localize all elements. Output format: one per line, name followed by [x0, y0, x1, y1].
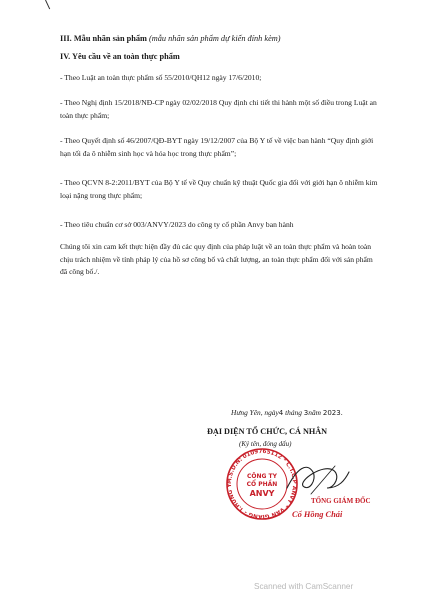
section-3-heading — [60, 34, 281, 43]
date-year: 2023. — [322, 409, 343, 417]
scanner-watermark: Scanned with CamScanner — [254, 582, 354, 591]
date-prefix: Hưng Yên, ngày — [231, 408, 279, 417]
date-year-label: năm — [308, 408, 321, 417]
section-4-title: IV. Yêu cầu về an toàn thực phẩm — [60, 52, 180, 61]
date-month: 3 — [303, 409, 309, 417]
scan-edge-mark — [45, 0, 50, 9]
section-4-heading — [60, 52, 180, 61]
requirement-item: - Theo Luật an toàn thực phẩm số 55/2010/QH12 ngày 17/6/2010; — [60, 73, 262, 82]
date-day: 4 — [278, 409, 284, 417]
section-3-note: (mẫu nhãn sản phẩm dự kiến đính kèm) — [149, 34, 281, 43]
signing-date — [231, 408, 343, 417]
representative-heading: ĐẠI DIỆN TỔ CHỨC, CÁ NHÂN — [207, 427, 328, 436]
date-month-label: tháng — [285, 408, 302, 417]
seal-line-1: CÔNG TY — [247, 473, 277, 480]
requirement-item: - Theo Nghị định 15/2018/NĐ-CP ngày 02/02/2018 Quy định chi tiết thi hành một số điều trong Luật an toàn thực phẩm; — [60, 98, 377, 120]
requirement-item: - Theo QCVN 8-2:2011/BYT của Bộ Y tế về Quy chuẩn kỹ thuật Quốc gia đối với giới hạn ô nhiễm kim loại nặng trong thực phẩm; — [60, 178, 378, 200]
seal-line-3: ANVY — [249, 489, 275, 498]
requirement-item: - Theo tiêu chuẩn cơ sở 003/ANVY/2023 do công ty cổ phần Anvy ban hành — [60, 220, 294, 229]
handwritten-signature — [283, 458, 353, 498]
director-name-stamp: Cổ Hồng Chái — [292, 510, 343, 519]
sign-instruction: (Ký tên, đóng dấu) — [239, 440, 292, 448]
seal-ring-text: M.S.D.N: 0109765112 * C.T.C.P ANVY * VĂN GIANG - T.HƯNG Y — [226, 448, 298, 520]
commitment-paragraph: Chúng tôi xin cam kết thực hiện đầy đủ các quy định của pháp luật về an toàn thực phẩm và hoàn toàn chịu trách nhiệm về tính pháp lý của hồ sơ công bố và chất lượng, an toàn thực phẩm đối với sản phẩm đã công bố./. — [60, 242, 373, 277]
director-title-stamp: TỔNG GIÁM ĐỐC — [311, 497, 371, 505]
seal-line-2: CỔ PHẦN — [246, 481, 278, 488]
section-3-title: III. Mẫu nhãn sản phẩm — [60, 34, 147, 43]
requirement-item: - Theo Quyết định số 46/2007/QĐ-BYT ngày 19/12/2007 của Bộ Y tế về việc ban hành “Quy định giới hạn tối đa ô nhiễm sinh học và hóa học trong thực phẩm”; — [60, 136, 374, 158]
